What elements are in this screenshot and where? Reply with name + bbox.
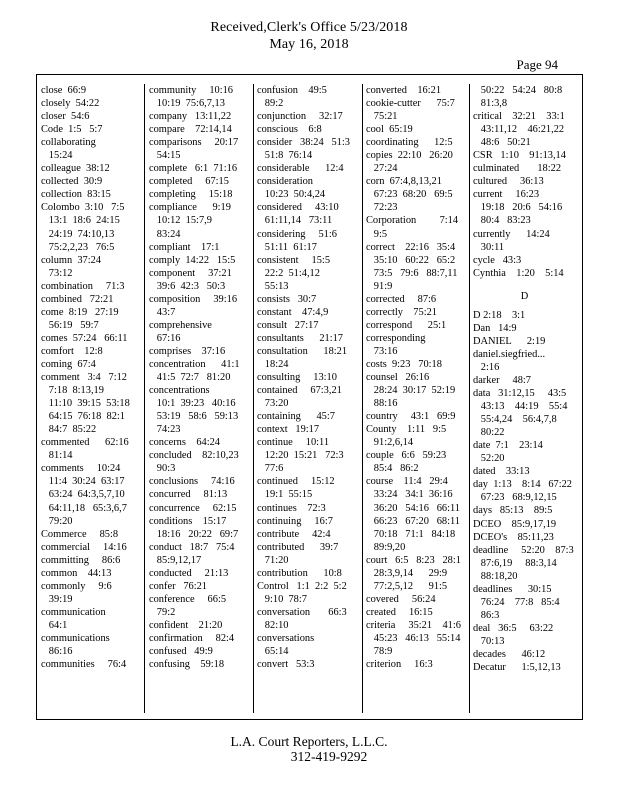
index-entry: colleague 38:12 (41, 163, 110, 175)
index-entry: 67:23 68:9,12,15 (473, 492, 557, 504)
index-entry: culminated 18:22 (473, 163, 562, 175)
index-entry: 19:1 55:15 (257, 489, 313, 501)
index-entry: confusing 59:18 (149, 659, 225, 671)
index-entry: 61:11,14 73:11 (257, 215, 333, 227)
index-entry: convert 53:3 (257, 659, 315, 671)
index-entry: concerns 64:24 (149, 437, 220, 449)
page-number: Page 94 (516, 57, 558, 72)
index-entry: correctly 75:21 (366, 306, 437, 318)
index-entry: 64:1 (41, 619, 68, 631)
index-entry: critical 32:21 33:1 (473, 111, 565, 123)
index-entry: country 43:1 69:9 (366, 411, 456, 423)
index-entry: deal 36:5 63:22 (473, 622, 554, 634)
index-entry: Dan 14:9 (473, 322, 517, 334)
index-entry: combination 71:3 (41, 280, 125, 292)
index-entry: 81:14 (41, 450, 73, 462)
index-entry: 43:11,12 46:21,22 (473, 124, 565, 136)
index-entry: 24:19 74:10,13 (41, 228, 115, 240)
index-entry: comparisons 20:17 (149, 137, 239, 149)
index-entry: come 8:19 27:19 (41, 306, 119, 318)
index-entry: conditions 15:17 (149, 515, 227, 527)
index-entry: comments 10:24 (41, 463, 121, 475)
index-entry: context 19:17 (257, 424, 320, 436)
index-entry: collection 83:15 (41, 189, 111, 201)
index-entry: 75:21 (366, 111, 398, 123)
index-entry: 64:15 76:18 82:1 (41, 411, 125, 423)
footer-company: L.A. Court Reporters, L.L.C. (230, 734, 388, 749)
index-entry: consists 30:7 (257, 293, 317, 305)
index-entry: deadlines 30:15 (473, 583, 552, 595)
index-entry: 50:22 54:24 80:8 (473, 85, 563, 96)
index-entry: consider 38:24 51:3 (257, 137, 350, 149)
index-entry: community 10:16 (149, 85, 233, 96)
index-entry: couple 6:6 59:23 (366, 450, 447, 462)
index-entry: 90:3 (149, 463, 176, 475)
stamp-line-1: Received,Clerk's Office 5/23/2018 (210, 20, 408, 35)
index-entry: 19:18 20:6 54:16 (473, 202, 563, 214)
index-entry: DCEO's 85:11,23 (473, 531, 554, 543)
index-entry: committing 86:6 (41, 554, 121, 566)
index-entry: coordinating 12:5 (366, 137, 453, 149)
index-entry: 85:9,12,17 (149, 554, 202, 566)
index-entry: commented 62:16 (41, 437, 129, 449)
index-entry: 88:16 (366, 398, 398, 410)
index-entry: consult 27:17 (257, 319, 319, 331)
index-entry: 10:1 39:23 40:16 (149, 398, 236, 410)
index-entry: cookie-cutter 75:7 (366, 98, 455, 110)
index-entry: company 13:11,22 (149, 111, 232, 123)
index-entry: 56:19 59:7 (41, 319, 99, 331)
index-entry: cool 65:19 (366, 124, 413, 136)
index-entry: close 66:9 (41, 85, 87, 96)
index-entry: 43:7 (149, 306, 176, 318)
index-entry: 51:8 76:14 (257, 150, 313, 162)
index-entry: 73:5 79:6 88:7,11 (366, 267, 458, 279)
index-entry: constant 47:4,9 (257, 306, 329, 318)
index-column-3 (257, 84, 360, 712)
index-entry: 22:2 51:4,12 (257, 267, 320, 279)
index-entry: 82:10 (257, 619, 289, 631)
index-entry: consultation 18:21 (257, 345, 348, 357)
index-entry: 33:24 34:1 36:16 (366, 489, 453, 501)
index-entry: created 16:15 (366, 606, 433, 618)
index-entry: decades 46:12 (473, 648, 546, 660)
index-entry: 52:20 (473, 453, 505, 465)
index-entry: 76:24 77:8 85:4 (473, 596, 560, 608)
index-entry: current 16:23 (473, 189, 540, 201)
index-entry: column 37:24 (41, 254, 102, 266)
index-entry: 64:11,18 65:3,6,7 (41, 502, 127, 514)
index-entry: deadline 52:20 87:3 (473, 544, 574, 556)
index-entry: 9:10 78:7 (257, 593, 307, 605)
footer-phone: 312-419-9292 (290, 749, 368, 764)
index-entry: confusion 49:5 (257, 85, 327, 96)
index-entry: DCEO 85:9,17,19 (473, 518, 557, 530)
index-entry: commonly 9:6 (41, 580, 112, 592)
index-entry: 45:23 46:13 55:14 (366, 632, 461, 644)
index-column-1 (41, 84, 144, 712)
index-entry: compliant 17:1 (149, 241, 220, 253)
column-divider (469, 84, 470, 713)
index-entry: comfort 12:8 (41, 345, 103, 357)
index-entry: 89:2 (257, 98, 284, 110)
index-entry: concurred 81:13 (149, 489, 228, 501)
index-entry: continuing 16:7 (257, 515, 333, 527)
index-entry: 48:6 50:21 (473, 137, 531, 149)
index-entry: consistent 15:5 (257, 254, 331, 266)
index-entry: conduct 18:7 75:4 (149, 541, 235, 553)
index-entry: contribute 42:4 (257, 528, 331, 540)
index-entry: concentration 41:1 (149, 358, 240, 370)
index-entry: converted 16:21 (366, 85, 442, 96)
index-entry: 18:16 20:22 69:7 (149, 528, 239, 540)
index-entry: compare 72:14,14 (149, 124, 232, 136)
index-entry: conjunction 32:17 (257, 111, 343, 123)
index-entry: 85:4 86:2 (366, 463, 419, 475)
index-entry: counsel 26:16 (366, 372, 430, 384)
index-entry: 36:20 54:16 66:11 (366, 502, 461, 514)
index-entry: Colombo 3:10 7:5 (41, 202, 125, 214)
index-entry: 15:24 (41, 150, 73, 162)
index-entry: common 44:13 (41, 567, 112, 579)
index-entry: confer 76:21 (149, 580, 207, 592)
index-entry: comprises 37:16 (149, 345, 226, 357)
index-entry: comprehensive (149, 319, 212, 331)
index-entry: conclusions 74:16 (149, 476, 235, 488)
index-entry: commercial 14:16 (41, 541, 127, 553)
index-entry: consultants 21:17 (257, 332, 344, 344)
index-entry: County 1:11 9:5 (366, 424, 447, 436)
index-entry: 66:23 67:20 68:11 (366, 515, 461, 527)
index-entry: contributed 39:7 (257, 541, 339, 553)
section-letter: D (520, 290, 529, 302)
index-entry: 70:18 71:1 84:18 (366, 528, 456, 540)
index-column-2 (149, 84, 252, 712)
index-entry: conversations (257, 632, 315, 644)
index-entry: consideration (257, 176, 313, 188)
index-entry: dated 33:13 (473, 466, 530, 478)
footer (0, 734, 618, 764)
index-entry: 35:10 60:22 65:2 (366, 254, 456, 266)
index-entry: 73:12 (41, 267, 73, 279)
index-entry: 75:2,2,23 76:5 (41, 241, 115, 253)
index-entry: 78:9 (366, 646, 393, 658)
index-entry: 81:3,8 (473, 98, 508, 110)
index-entry: CSR 1:10 91:13,14 (473, 150, 566, 162)
index-entry: Commerce 85:8 (41, 528, 119, 540)
index-entry: containing 45:7 (257, 411, 335, 423)
index-entry: DANIEL 2:19 (473, 335, 546, 347)
index-entry: 11:4 30:24 63:17 (41, 476, 125, 488)
index-entry: Corporation 7:14 (366, 215, 459, 227)
column-divider (144, 84, 145, 713)
index-entry: daniel.siegfried... (473, 348, 546, 360)
index-entry: darker 48:7 (473, 374, 531, 386)
index-entry: criteria 35:21 41:6 (366, 619, 461, 631)
index-entry: costs 9:23 70:18 (366, 358, 442, 370)
index-entry: 13:1 18:6 24:15 (41, 215, 120, 227)
index-entry: 89:9,20 (366, 541, 406, 553)
index-entry: completing 15:18 (149, 189, 233, 201)
index-entry: copies 22:10 26:20 (366, 150, 453, 162)
index-entry: course 11:4 29:4 (366, 476, 448, 488)
index-entry: combined 72:21 (41, 293, 114, 305)
index-entry: 28:3,9,14 29:9 (366, 567, 448, 579)
index-entry: 30:11 (473, 241, 505, 253)
index-entry: 73:20 (257, 398, 289, 410)
index-entry: 84:7 85:22 (41, 424, 97, 436)
index-entry: conducted 21:13 (149, 567, 229, 579)
index-entry: concentrations (149, 385, 210, 397)
index-entry: currently 14:24 (473, 228, 550, 240)
index-entry: communities 76:4 (41, 659, 127, 671)
index-entry: covered 56:24 (366, 593, 436, 605)
index-entry: considerable 12:4 (257, 163, 344, 175)
index-entry: 71:20 (257, 554, 289, 566)
index-entry: completed 67:15 (149, 176, 229, 188)
column-divider (253, 84, 254, 713)
index-entry: Cynthia 1:20 5:14 (473, 267, 564, 279)
index-entry: 10:23 50:4,24 (257, 189, 326, 201)
index-entry: 55:4,24 56:4,7,8 (473, 414, 557, 426)
index-entry: 51:11 61:17 (257, 241, 317, 253)
index-entry: communication (41, 606, 106, 618)
index-entry: 27:24 (366, 163, 398, 175)
index-entry: comment 3:4 7:12 (41, 372, 128, 384)
index-entry: 88:18,20 (473, 570, 518, 582)
index-entry: conscious 6:8 (257, 124, 322, 136)
index-entry: 12:20 15:21 72:3 (257, 450, 344, 462)
index-entry: corrected 87:6 (366, 293, 437, 305)
index-entry: D 2:18 3:1 (473, 309, 526, 321)
index-column-5 (473, 84, 576, 712)
index-entry: contained 67:3,21 (257, 385, 342, 397)
stamp-line-2: May 16, 2018 (269, 37, 349, 52)
index-entry: 87:6,19 88:3,14 (473, 557, 557, 569)
index-entry: correspond 25:1 (366, 319, 447, 331)
index-entry: 55:13 (257, 280, 289, 292)
index-entry: 73:16 (366, 345, 398, 357)
index-entry: 9:5 (366, 228, 388, 240)
index-entry: concurrence 62:15 (149, 502, 237, 514)
index-entry: 80:22 (473, 427, 505, 439)
index-entry: continues 72:3 (257, 502, 326, 514)
index-entry: 53:19 58:6 59:13 (149, 411, 239, 423)
index-entry: 18:24 (257, 358, 289, 370)
index-entry: compliance 9:19 (149, 202, 231, 214)
index-entry: 39:6 42:3 50:3 (149, 280, 226, 292)
index-entry: 91:9 (366, 280, 393, 292)
index-entry: 43:13 44:19 55:4 (473, 401, 568, 413)
index-entry: data 31:12,15 43:5 (473, 388, 567, 400)
index-entry: 86:3 (473, 609, 500, 621)
index-entry: consulting 13:10 (257, 372, 337, 384)
index-entry: comply 14:22 15:5 (149, 254, 236, 266)
index-entry: 65:14 (257, 646, 289, 658)
index-entry: 70:13 (473, 635, 505, 647)
index-entry: corresponding (366, 332, 426, 344)
index-entry: 74:23 (149, 424, 181, 436)
index-entry: 83:24 (149, 228, 181, 240)
index-column-4 (366, 84, 469, 712)
index-entry: conversation 66:3 (257, 606, 347, 618)
index-entry: confirmation 82:4 (149, 632, 235, 644)
index-entry: composition 39:16 (149, 293, 238, 305)
index-entry: court 6:5 8:23 28:1 (366, 554, 461, 566)
index-entry: collected 30:9 (41, 176, 103, 188)
index-entry: component 37:21 (149, 267, 232, 279)
index-entry: Control 1:1 2:2 5:2 (257, 580, 347, 592)
index-entry: considered 43:10 (257, 202, 339, 214)
index-entry: 63:24 64:3,5,7,10 (41, 489, 125, 501)
index-entry: 39:19 (41, 593, 73, 605)
index-entry: confident 21:20 (149, 619, 223, 631)
index-entry: confused 49:9 (149, 646, 213, 658)
index-entry: 91:2,6,14 (366, 437, 414, 449)
index-entry: conference 66:5 (149, 593, 227, 605)
index-entry: 77:2,5,12 91:5 (366, 580, 448, 592)
index-entry: concluded 82:10,23 (149, 450, 239, 462)
index-entry: 79:2 (149, 606, 176, 618)
index-entry: closely 54:22 (41, 98, 100, 110)
index-entry: comes 57:24 66:11 (41, 332, 128, 344)
index-entry: continued 15:12 (257, 476, 335, 488)
index-entry: 10:19 75:6,7,13 (149, 98, 225, 110)
index-entry: 67:23 68:20 69:5 (366, 189, 453, 201)
index-entry: day 1:13 8:14 67:22 (473, 479, 572, 491)
index-entry: cycle 43:3 (473, 254, 522, 266)
index-entry: 2:16 (473, 361, 500, 373)
index-entry: 54:15 (149, 150, 181, 162)
index-entry: contribution 10:8 (257, 567, 342, 579)
index-entry: 77:6 (257, 463, 284, 475)
index-entry: date 7:1 23:14 (473, 440, 543, 452)
index-entry: correct 22:16 35:4 (366, 241, 456, 253)
index-entry: complete 6:1 71:16 (149, 163, 238, 175)
index-entry: 7:18 8:13,19 (41, 385, 104, 397)
index-entry: 80:4 83:23 (473, 215, 531, 227)
index-entry: days 85:13 89:5 (473, 505, 553, 517)
index-entry: 72:23 (366, 202, 398, 214)
index-entry: Decatur 1:5,12,13 (473, 662, 561, 674)
index-entry: continue 10:11 (257, 437, 330, 449)
index-entry: corn 67:4,8,13,21 (366, 176, 442, 188)
index-entry: cultured 36:13 (473, 176, 544, 188)
index-entry: criterion 16:3 (366, 659, 433, 671)
index-entry: 28:24 30:17 52:19 (366, 385, 456, 397)
index-entry: coming 67:4 (41, 358, 96, 370)
column-divider (362, 84, 363, 713)
index-entry: 79:20 (41, 515, 73, 527)
index-entry: 11:10 39:15 53:18 (41, 398, 130, 410)
index-entry: considering 51:6 (257, 228, 337, 240)
received-stamp (0, 20, 618, 53)
index-entry: collaborating (41, 137, 96, 149)
index-entry: closer 54:6 (41, 111, 90, 123)
index-entry: 67:16 (149, 332, 181, 344)
index-entry: 86:16 (41, 646, 73, 658)
index-entry: 10:12 15:7,9 (149, 215, 212, 227)
index-entry: Code 1:5 5:7 (41, 124, 103, 136)
index-entry: 41:5 72:7 81:20 (149, 372, 231, 384)
index-entry: communications (41, 632, 110, 644)
